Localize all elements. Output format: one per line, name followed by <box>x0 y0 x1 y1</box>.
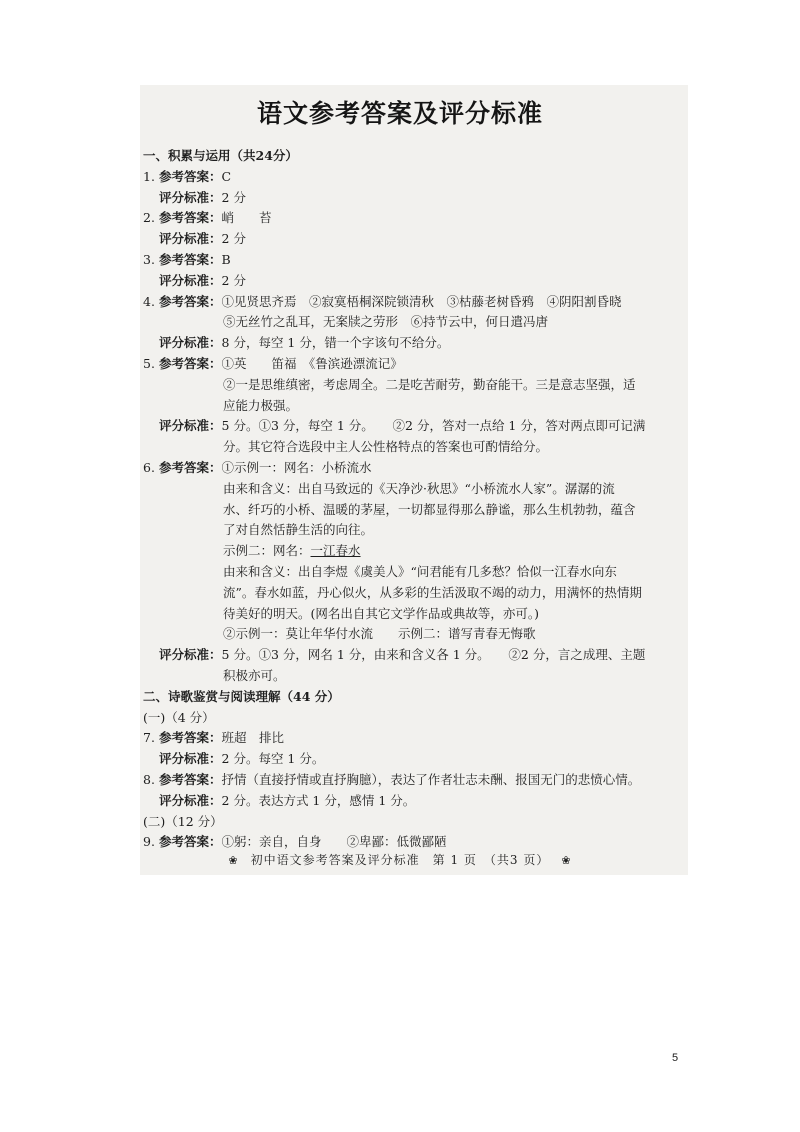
answer-label: 评分标准： <box>159 231 222 247</box>
answer-text: B <box>221 251 231 267</box>
answer-line <box>143 271 683 292</box>
answer-label: 参考答案： <box>159 730 222 746</box>
answer-line <box>143 666 683 687</box>
answer-label: 参考答案： <box>159 459 222 475</box>
question-number: 6. <box>143 459 155 475</box>
answer-text: 示例二：网名： <box>223 543 311 559</box>
answer-label: 评分标准： <box>159 189 222 205</box>
answer-line <box>143 541 683 562</box>
answer-text: ①见贤思齐焉 ②寂寞梧桐深院锁清秋 ③枯藤老树昏鸦 ④阴阳割昏晓 <box>221 293 622 309</box>
answer-text: 由来和含义：出自马致远的《天净沙·秋思》“小桥流水人家”。潺潺的流 <box>223 480 615 496</box>
footer-text: 初中语文参考答案及评分标准 第 1 页 （共3 页） <box>250 853 550 867</box>
answer-line <box>143 416 683 437</box>
answer-line <box>143 333 683 354</box>
answer-text: 8 分，每空 1 分，错一个字该句不给分。 <box>221 335 450 351</box>
answer-text: 一、积累与运用（共24分） <box>143 148 298 163</box>
answer-text: 2 分 <box>221 189 246 205</box>
answer-text: C <box>221 168 232 184</box>
answer-text: 2 分 <box>221 231 246 247</box>
answer-line <box>143 167 683 188</box>
answer-line <box>143 562 683 583</box>
answer-label: 参考答案： <box>159 210 222 226</box>
answer-text: 5 分。①3 分，每空 1 分。 ②2 分，答对一点给 1 分，答对两点即可记满 <box>221 418 646 434</box>
page-number: 5 <box>672 1052 679 1064</box>
answer-text: ⑤无丝竹之乱耳，无案牍之劳形 ⑥持节云中，何日遣冯唐 <box>223 314 549 330</box>
answer-label: 参考答案： <box>159 251 222 267</box>
answer-text: 流”。春水如蓝，丹心似火，从多彩的生活汲取不竭的动力，用满怀的热情期 <box>223 584 642 600</box>
answer-line <box>143 250 683 271</box>
answer-text: 2 分 <box>221 272 246 288</box>
answer-line <box>143 437 683 458</box>
answer-line <box>143 396 683 417</box>
answer-line <box>143 770 683 791</box>
answer-text: ①英 笛福 《鲁滨逊漂流记》 <box>221 355 403 371</box>
answer-line <box>143 354 683 375</box>
answer-label: 参考答案： <box>159 771 222 787</box>
answer-text: 2 分。每空 1 分。 <box>221 751 325 767</box>
answer-text: 积极亦可。 <box>223 667 286 683</box>
answer-line <box>143 520 683 541</box>
answer-line <box>143 791 683 812</box>
answer-text: 二、诗歌鉴赏与阅读理解（44 分） <box>143 688 340 704</box>
answer-label: 评分标准： <box>159 792 222 808</box>
answer-text: ①躬：亲自，自身 ②卑鄙：低微鄙陋 <box>221 834 447 850</box>
answer-label: 参考答案： <box>159 834 222 850</box>
question-number: 5. <box>143 355 155 371</box>
question-number: 7. <box>143 730 155 746</box>
answer-line <box>143 624 683 645</box>
answer-label: 参考答案： <box>159 168 222 184</box>
answer-line <box>143 812 683 833</box>
answer-text: 由来和含义：出自李煜《虞美人》“问君能有几多愁？恰似一江春水向东 <box>223 563 617 579</box>
answer-text: ②示例一：莫让年华付水流 示例二：谱写青春无悔歌 <box>223 626 536 642</box>
answer-text: 班超 排比 <box>221 730 285 746</box>
answer-label: 评分标准： <box>159 418 222 434</box>
answer-label: 评分标准： <box>159 335 222 351</box>
answer-line <box>143 229 683 250</box>
answer-line <box>143 375 683 396</box>
answer-text: 2 分。表达方式 1 分，感情 1 分。 <box>221 792 416 808</box>
answer-text: 应能力极强。 <box>223 397 299 413</box>
flower-icon: ❀ <box>228 854 239 867</box>
answer-line <box>143 292 683 313</box>
answer-text: (二)（12 分） <box>143 813 223 829</box>
answer-label: 评分标准： <box>159 272 222 288</box>
answer-text: (一)（4 分） <box>143 709 215 725</box>
answer-line <box>143 312 683 333</box>
question-number: 4. <box>143 293 155 309</box>
answer-text: 了对自然恬静生活的向往。 <box>223 522 374 538</box>
answer-text: 分。其它符合选段中主人公性格特点的答案也可酌情给分。 <box>223 439 549 455</box>
flower-icon: ❀ <box>561 854 572 867</box>
answer-line <box>143 458 683 479</box>
answer-text: ①示例一：网名：小桥流水 <box>221 459 372 475</box>
answer-label: 参考答案： <box>159 293 222 309</box>
answer-line <box>143 708 683 729</box>
answer-label: 评分标准： <box>159 751 222 767</box>
answer-content <box>143 146 683 853</box>
answer-line <box>143 479 683 500</box>
question-number: 2. <box>143 210 155 226</box>
answer-line <box>143 500 683 521</box>
underlined-text: 一江春水 <box>310 543 361 559</box>
question-number: 9. <box>143 834 155 850</box>
answer-label: 评分标准： <box>159 647 222 663</box>
answer-line <box>143 728 683 749</box>
section-heading <box>143 146 683 167</box>
question-number: 8. <box>143 771 155 787</box>
answer-label: 参考答案： <box>159 355 222 371</box>
answer-text: ②一是思维缜密，考虑周全。二是吃苦耐劳，勤奋能干。三是意志坚强，适 <box>223 376 636 392</box>
answer-line <box>143 583 683 604</box>
answer-text: 水、纤巧的小桥、温暖的茅屋，一切都显得那么静谧，那么生机勃勃，蕴含 <box>223 501 636 517</box>
answer-line <box>143 749 683 770</box>
answer-text: 抒情（直接抒情或直抒胸臆），表达了作者壮志未酬、报国无门的悲愤心情。 <box>221 771 641 787</box>
question-number: 1. <box>143 168 155 184</box>
answer-text: 峭 苔 <box>221 210 272 226</box>
answer-text: 待美好的明天。(网名出自其它文学作品或典故等，亦可。) <box>223 605 540 621</box>
answer-line <box>143 188 683 209</box>
answer-line <box>143 604 683 625</box>
section-heading <box>143 687 683 708</box>
question-number: 3. <box>143 251 155 267</box>
answer-text: 5 分。①3 分，网名 1 分，由来和含义各 1 分。 ②2 分，言之成理、主题 <box>221 647 646 663</box>
answer-line <box>143 645 683 666</box>
page-footer <box>0 851 800 868</box>
answer-line <box>143 208 683 229</box>
page-title: 语文参考答案及评分标准 <box>256 99 543 128</box>
answer-line <box>143 832 683 853</box>
